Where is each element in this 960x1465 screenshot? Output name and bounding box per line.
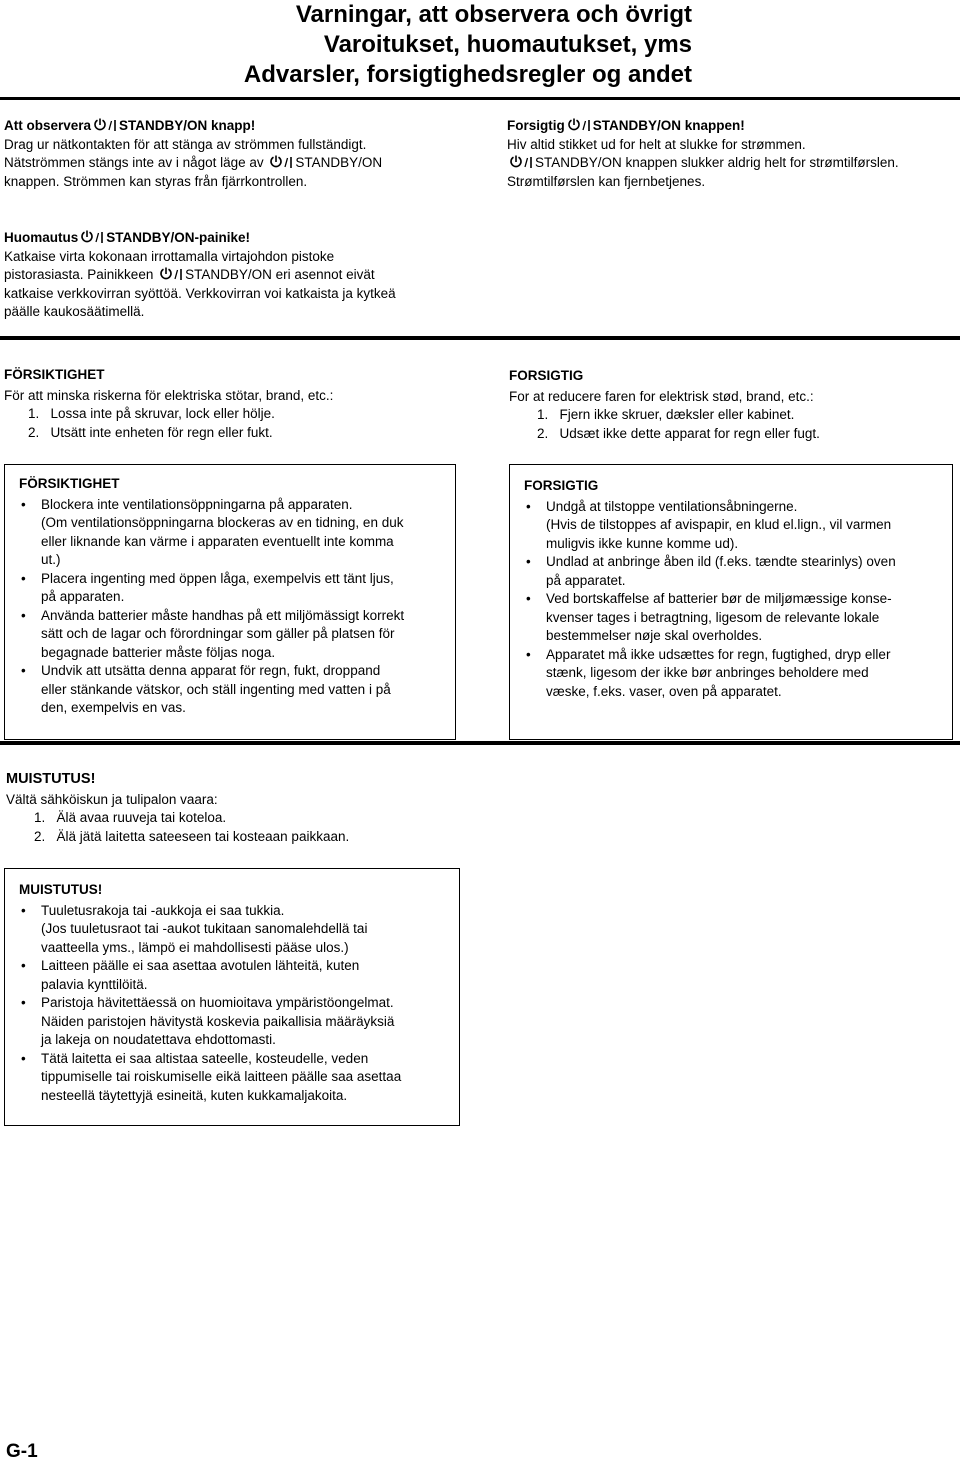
- page-title: [244, 0, 692, 90]
- caution-norwegian: FORSIGTIG For at reducere faren for elektrisk stød, brand, etc.: 1. Fjern ikke skruer, dæksler eller kabinet. 2. Udsæt ikke dette apparat for regn eller fugt.: [509, 368, 820, 441]
- power-icon: [507, 155, 535, 169]
- list-item: • Blockera inte ventilationsöppningarna på apparaten. (Om ventilationsöppningarna blockeras av en tidning, en duk eller liknande kan värme i apparaten eventuellt inte komma ut.): [19, 496, 441, 570]
- power-icon: [565, 118, 593, 132]
- caution-box-norwegian: FORSIGTIG • Undgå at tilstoppe ventilationsåbningerne. (Hvis de tilstoppes af avispapir, en klud el.lign., vil varmen muligvis ikke kunne komme ud). • Undlad at anbringe åben ild (f.eks. tændte stearinlys) oven på apparatet. • Ved bortskaffelse af batterier bør de miljømæssige konse- kvenser tages i betragtning, ligesom de relevante lokale bestemmelser nøje skal overholdes. • Apparatet må ikke udsættes for regn, fugtighed, dryp eller stænk, ligesom der ikke bør anbringes beholdere med væske, f.eks. vaser, oven på apparatet.: [509, 464, 953, 740]
- top-rule: [0, 97, 960, 100]
- list-item: • Ved bortskaffelse af batterier bør de miljømæssige konse- kvenser tages i betragtning, ligesom de relevante lokale bestemmelser nøje skal overholdes.: [524, 590, 938, 646]
- list-item: • Undvik att utsätta denna apparat för regn, fukt, droppand eller stänkande vätskor, och ställ ingenting med vatten i på den, exempelvis en vas.: [19, 662, 441, 718]
- list-item: • Paristoja hävitettäessä on huomioitava ympäristöongelmat. Näiden paristojen hävitystä koskevia paikallisia määräyksiä ja lakeja on noudatettava ehdottomasti.: [19, 994, 445, 1050]
- section-rule: [0, 336, 960, 340]
- standby-note-norwegian: Forsigtig STANDBY/ON knappen! Hiv altid stikket ud for helt at slukke for strømmen. STANDBY/ON knappen slukker aldrig helt for strømtilførslen. Strømtilførslen kan fjernbetjenes.: [507, 118, 899, 189]
- power-icon: [157, 267, 185, 281]
- list-item: • Tätä laitetta ei saa altistaa sateelle, kosteudelle, veden tippumiselle tai roiskumiselle eikä laitteen päälle saa asettaa nesteellä täytettyjä esineitä, kuten kukkamaljakoita.: [19, 1050, 445, 1106]
- caution-swedish: FÖRSIKTIGHET För att minska riskerna för elektriska stötar, brand, etc.: 1. Lossa inte på skruvar, lock eller hölje. 2. Utsätt inte enheten för regn eller fukt.: [4, 367, 334, 440]
- list-item: • Laitteen päälle ei saa asettaa avotulen lähteitä, kuten palavia kynttilöitä.: [19, 957, 445, 994]
- section-rule: [0, 741, 960, 745]
- list-item: • Apparatet må ikke udsættes for regn, fugtighed, dryp eller stænk, ligesom der ikke bør anbringes beholdere med væske, f.eks. vaser, oven på apparatet.: [524, 646, 938, 702]
- title-finnish: Varoitukset, huomautukset, yms: [323, 31, 692, 58]
- power-icon: [91, 118, 119, 132]
- list-item: • Undlad at anbringe åben ild (f.eks. tændte stearinlys) oven på apparatet.: [524, 553, 938, 590]
- standby-note-finnish: Huomautus STANDBY/ON-painike! Katkaise virta kokonaan irrottamalla virtajohdon pistoke pistorasiasta. Painikkeen STANDBY/ON eri asennot eivät katkaise verkkovirran syöttöä. Verkkovirran voi katkaista ja kytkeä päälle kaukosäätimellä.: [4, 230, 396, 319]
- list-item: • Tuuletusrakoja tai -aukkoja ei saa tukkia. (Jos tuuletusraot tai -aukot tukitaan sanomalehdellä tai vaatteella yms., lämpö ei mahdollisesti pääse ulos.): [19, 902, 445, 958]
- list-item: • Placera ingenting med öppen låga, exempelvis ett tänt ljus, på apparaten.: [19, 570, 441, 607]
- title-swedish: Varningar, att observera och övrigt: [295, 1, 692, 28]
- caution-finnish: MUISTUTUS! Vältä sähköiskun ja tulipalon vaara: 1. Älä avaa ruuveja tai koteloa. 2. Älä jätä laitetta sateeseen tai kosteaan paikkaan.: [6, 771, 350, 844]
- standby-note-swedish: Att observera STANDBY/ON knapp! Drag ur nätkontakten för att stänga av strömmen fullständigt. Nätströmmen stängs inte av i något läge av STANDBY/ON knappen. Strömmen kan styras från fjärrkontrollen.: [4, 118, 383, 189]
- power-icon: [267, 155, 295, 169]
- title-norwegian: Advarsler, forsigtighedsregler og andet: [243, 61, 692, 88]
- list-item: • Undgå at tilstoppe ventilationsåbningerne. (Hvis de tilstoppes af avispapir, en klud el.lign., vil varmen muligvis ikke kunne komme ud).: [524, 498, 938, 554]
- power-icon: [78, 230, 106, 244]
- page-number: G-1: [6, 1441, 38, 1462]
- list-item: • Använda batterier måste handhas på ett miljömässigt korrekt sätt och de lagar och förordningar som gäller på platsen för begagnade batterier måste följas noga.: [19, 607, 441, 663]
- caution-box-finnish: MUISTUTUS! • Tuuletusrakoja tai -aukkoja ei saa tukkia. (Jos tuuletusraot tai -aukot tukitaan sanomalehdellä tai vaatteella yms., lämpö ei mahdollisesti pääse ulos.) • Laitteen päälle ei saa asettaa avotulen lähteitä, kuten palavia kynttilöitä. • Paristoja hävitettäessä on huomioitava ympäristöongelmat. Näiden paristojen hävitystä koskevia paikallisia määräyksiä ja lakeja on noudatettava ehdottomasti. • Tätä laitetta ei saa altistaa sateelle, kosteudelle, veden tippumiselle tai roiskumiselle eikä laitteen päälle saa asettaa nesteellä täytettyjä esineitä, kuten kukkamaljakoita.: [4, 868, 460, 1126]
- caution-box-swedish: FÖRSIKTIGHET • Blockera inte ventilationsöppningarna på apparaten. (Om ventilationsöppningarna blockeras av en tidning, en duk eller liknande kan värme i apparaten eventuellt inte komma ut.) • Placera ingenting med öppen låga, exempelvis ett tänt ljus, på apparaten. • Använda batterier måste handhas på ett miljömässigt korrekt sätt och de lagar och förordningar som gäller på platsen för begagnade batterier måste följas noga. • Undvik att utsätta denna apparat för regn, fukt, droppand eller stänkande vätskor, och ställ ingenting med vatten i på den, exempelvis en vas.: [4, 464, 456, 740]
